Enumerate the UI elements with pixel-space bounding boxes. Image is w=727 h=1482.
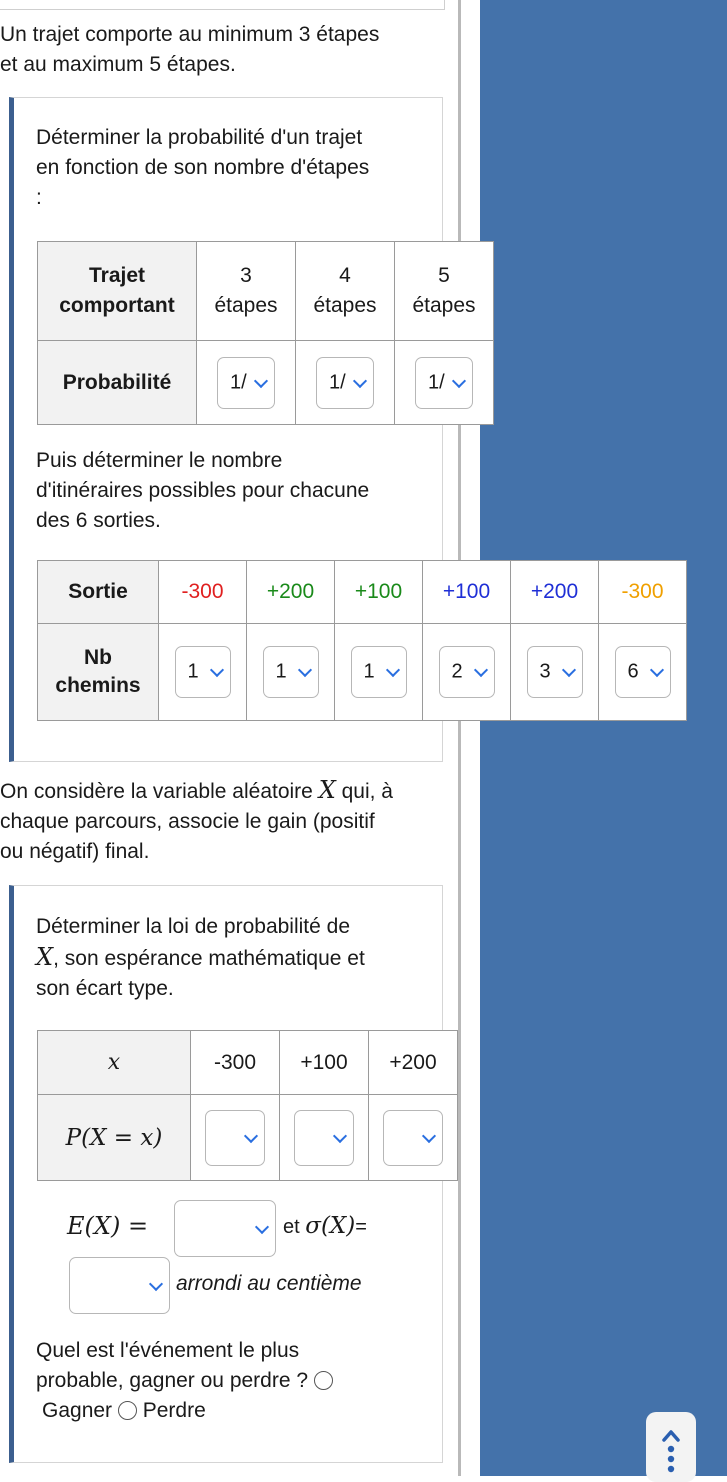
table-cell bbox=[296, 341, 395, 425]
probability-law-table bbox=[37, 1030, 458, 1181]
sigma-label: et σ(X)= bbox=[283, 1213, 367, 1239]
chevron-down-icon bbox=[473, 663, 487, 677]
table-header-cell: Trajet comportant bbox=[38, 242, 197, 341]
chevron-down-icon bbox=[209, 663, 223, 677]
table-header-cell: 4 étapes bbox=[296, 242, 395, 341]
probability-select-4[interactable]: 1/ bbox=[316, 357, 374, 409]
random-variable-paragraph bbox=[0, 775, 393, 867]
exit-label: +100 bbox=[423, 561, 511, 624]
expectation-select[interactable] bbox=[174, 1200, 276, 1257]
table-cell bbox=[423, 624, 511, 721]
row-label-probabilite: Probabilité bbox=[38, 341, 197, 425]
text-line: d'itinéraires possibles pour chacune bbox=[36, 479, 370, 502]
text-line: des 6 sorties. bbox=[36, 509, 161, 532]
steps-probability-table bbox=[37, 241, 494, 425]
chevron-down-icon bbox=[561, 663, 575, 677]
expectation-label: E(X) = bbox=[67, 1212, 149, 1240]
chevron-down-icon bbox=[297, 663, 311, 677]
table-cell bbox=[369, 1095, 458, 1181]
exit-label: -300 bbox=[159, 561, 247, 624]
x-value: +100 bbox=[280, 1031, 369, 1095]
side-panel bbox=[480, 0, 727, 1476]
chevron-down-icon bbox=[385, 663, 399, 677]
text-line: X, son espérance mathématique et bbox=[36, 943, 365, 971]
table-cell bbox=[191, 1095, 280, 1181]
paths-select[interactable]: 2 bbox=[439, 646, 495, 698]
text-line: On considère la variable aléatoire X qui, à bbox=[0, 776, 393, 804]
probability-select-5[interactable]: 1/ bbox=[415, 357, 473, 409]
text-line: son écart type. bbox=[36, 977, 174, 1000]
chevron-down-icon bbox=[649, 663, 663, 677]
previous-card-edge bbox=[0, 0, 445, 10]
chevron-down-icon bbox=[422, 1128, 436, 1142]
table-cell bbox=[335, 624, 423, 721]
text-line: chaque parcours, associe le gain (positif bbox=[0, 810, 375, 833]
table-header-cell: Sortie bbox=[38, 561, 159, 624]
table-cell bbox=[599, 624, 687, 721]
more-vertical-icon bbox=[646, 1412, 696, 1476]
x-value: +200 bbox=[369, 1031, 458, 1095]
exit-label: +200 bbox=[247, 561, 335, 624]
table-cell bbox=[395, 341, 494, 425]
chevron-down-icon bbox=[254, 373, 268, 387]
table-cell bbox=[280, 1095, 369, 1181]
text-line: Gagner Perdre bbox=[42, 1399, 206, 1422]
radio-gagner[interactable] bbox=[314, 1371, 333, 1390]
exit-label: +100 bbox=[335, 561, 423, 624]
table-header-cell: 3 étapes bbox=[197, 242, 296, 341]
radio-perdre[interactable] bbox=[118, 1401, 137, 1420]
intro-paragraph bbox=[0, 20, 379, 80]
table-cell bbox=[247, 624, 335, 721]
paths-select[interactable]: 6 bbox=[615, 646, 671, 698]
stddev-select[interactable] bbox=[69, 1257, 170, 1314]
text-line: Puis déterminer le nombre bbox=[36, 449, 283, 472]
question-2-text bbox=[36, 912, 365, 1004]
paths-select[interactable]: 1 bbox=[263, 646, 319, 698]
text-line: en fonction de son nombre d'étapes bbox=[36, 156, 370, 179]
question-1-text bbox=[36, 123, 369, 213]
chevron-down-icon bbox=[255, 1219, 269, 1233]
exit-label: -300 bbox=[599, 561, 687, 624]
probability-value-select[interactable] bbox=[205, 1110, 265, 1166]
probability-value-select[interactable] bbox=[383, 1110, 443, 1166]
probability-select-3[interactable]: 1/ bbox=[217, 357, 275, 409]
exit-label: +200 bbox=[511, 561, 599, 624]
x-value: -300 bbox=[191, 1031, 280, 1095]
chevron-down-icon bbox=[149, 1276, 163, 1290]
rounding-note: arrondi au centième bbox=[176, 1272, 362, 1295]
exits-paths-table bbox=[37, 560, 687, 721]
text-line: Quel est l'événement le plus bbox=[36, 1339, 300, 1362]
row-label-nb-chemins: Nb chemins bbox=[38, 624, 159, 721]
chevron-down-icon bbox=[353, 373, 367, 387]
table-cell bbox=[197, 341, 296, 425]
text-line: ou négatif) final. bbox=[0, 840, 150, 863]
table-cell bbox=[159, 624, 247, 721]
chevron-down-icon bbox=[244, 1128, 258, 1142]
text-line: Déterminer la loi de probabilité de bbox=[36, 915, 351, 938]
text-line: Déterminer la probabilité d'un trajet bbox=[36, 126, 363, 149]
chevron-down-icon bbox=[333, 1128, 347, 1142]
scroll-divider bbox=[458, 0, 461, 1476]
paths-select[interactable]: 1 bbox=[175, 646, 231, 698]
text-line: : bbox=[36, 186, 42, 209]
paths-select[interactable]: 1 bbox=[351, 646, 407, 698]
x-header: x bbox=[38, 1031, 191, 1095]
event-question bbox=[36, 1336, 333, 1426]
text-line: probable, gagner ou perdre ? bbox=[36, 1366, 333, 1396]
question-1-part2 bbox=[36, 446, 369, 536]
intro-line: Un trajet comporte au minimum 3 étapes bbox=[0, 23, 380, 46]
table-cell bbox=[511, 624, 599, 721]
p-header: P(X = x) bbox=[38, 1095, 191, 1181]
intro-line: et au maximum 5 étapes. bbox=[0, 53, 236, 76]
paths-select[interactable]: 3 bbox=[527, 646, 583, 698]
chevron-down-icon bbox=[452, 373, 466, 387]
scroll-menu-button[interactable] bbox=[646, 1412, 696, 1482]
probability-value-select[interactable] bbox=[294, 1110, 354, 1166]
table-header-cell: 5 étapes bbox=[395, 242, 494, 341]
